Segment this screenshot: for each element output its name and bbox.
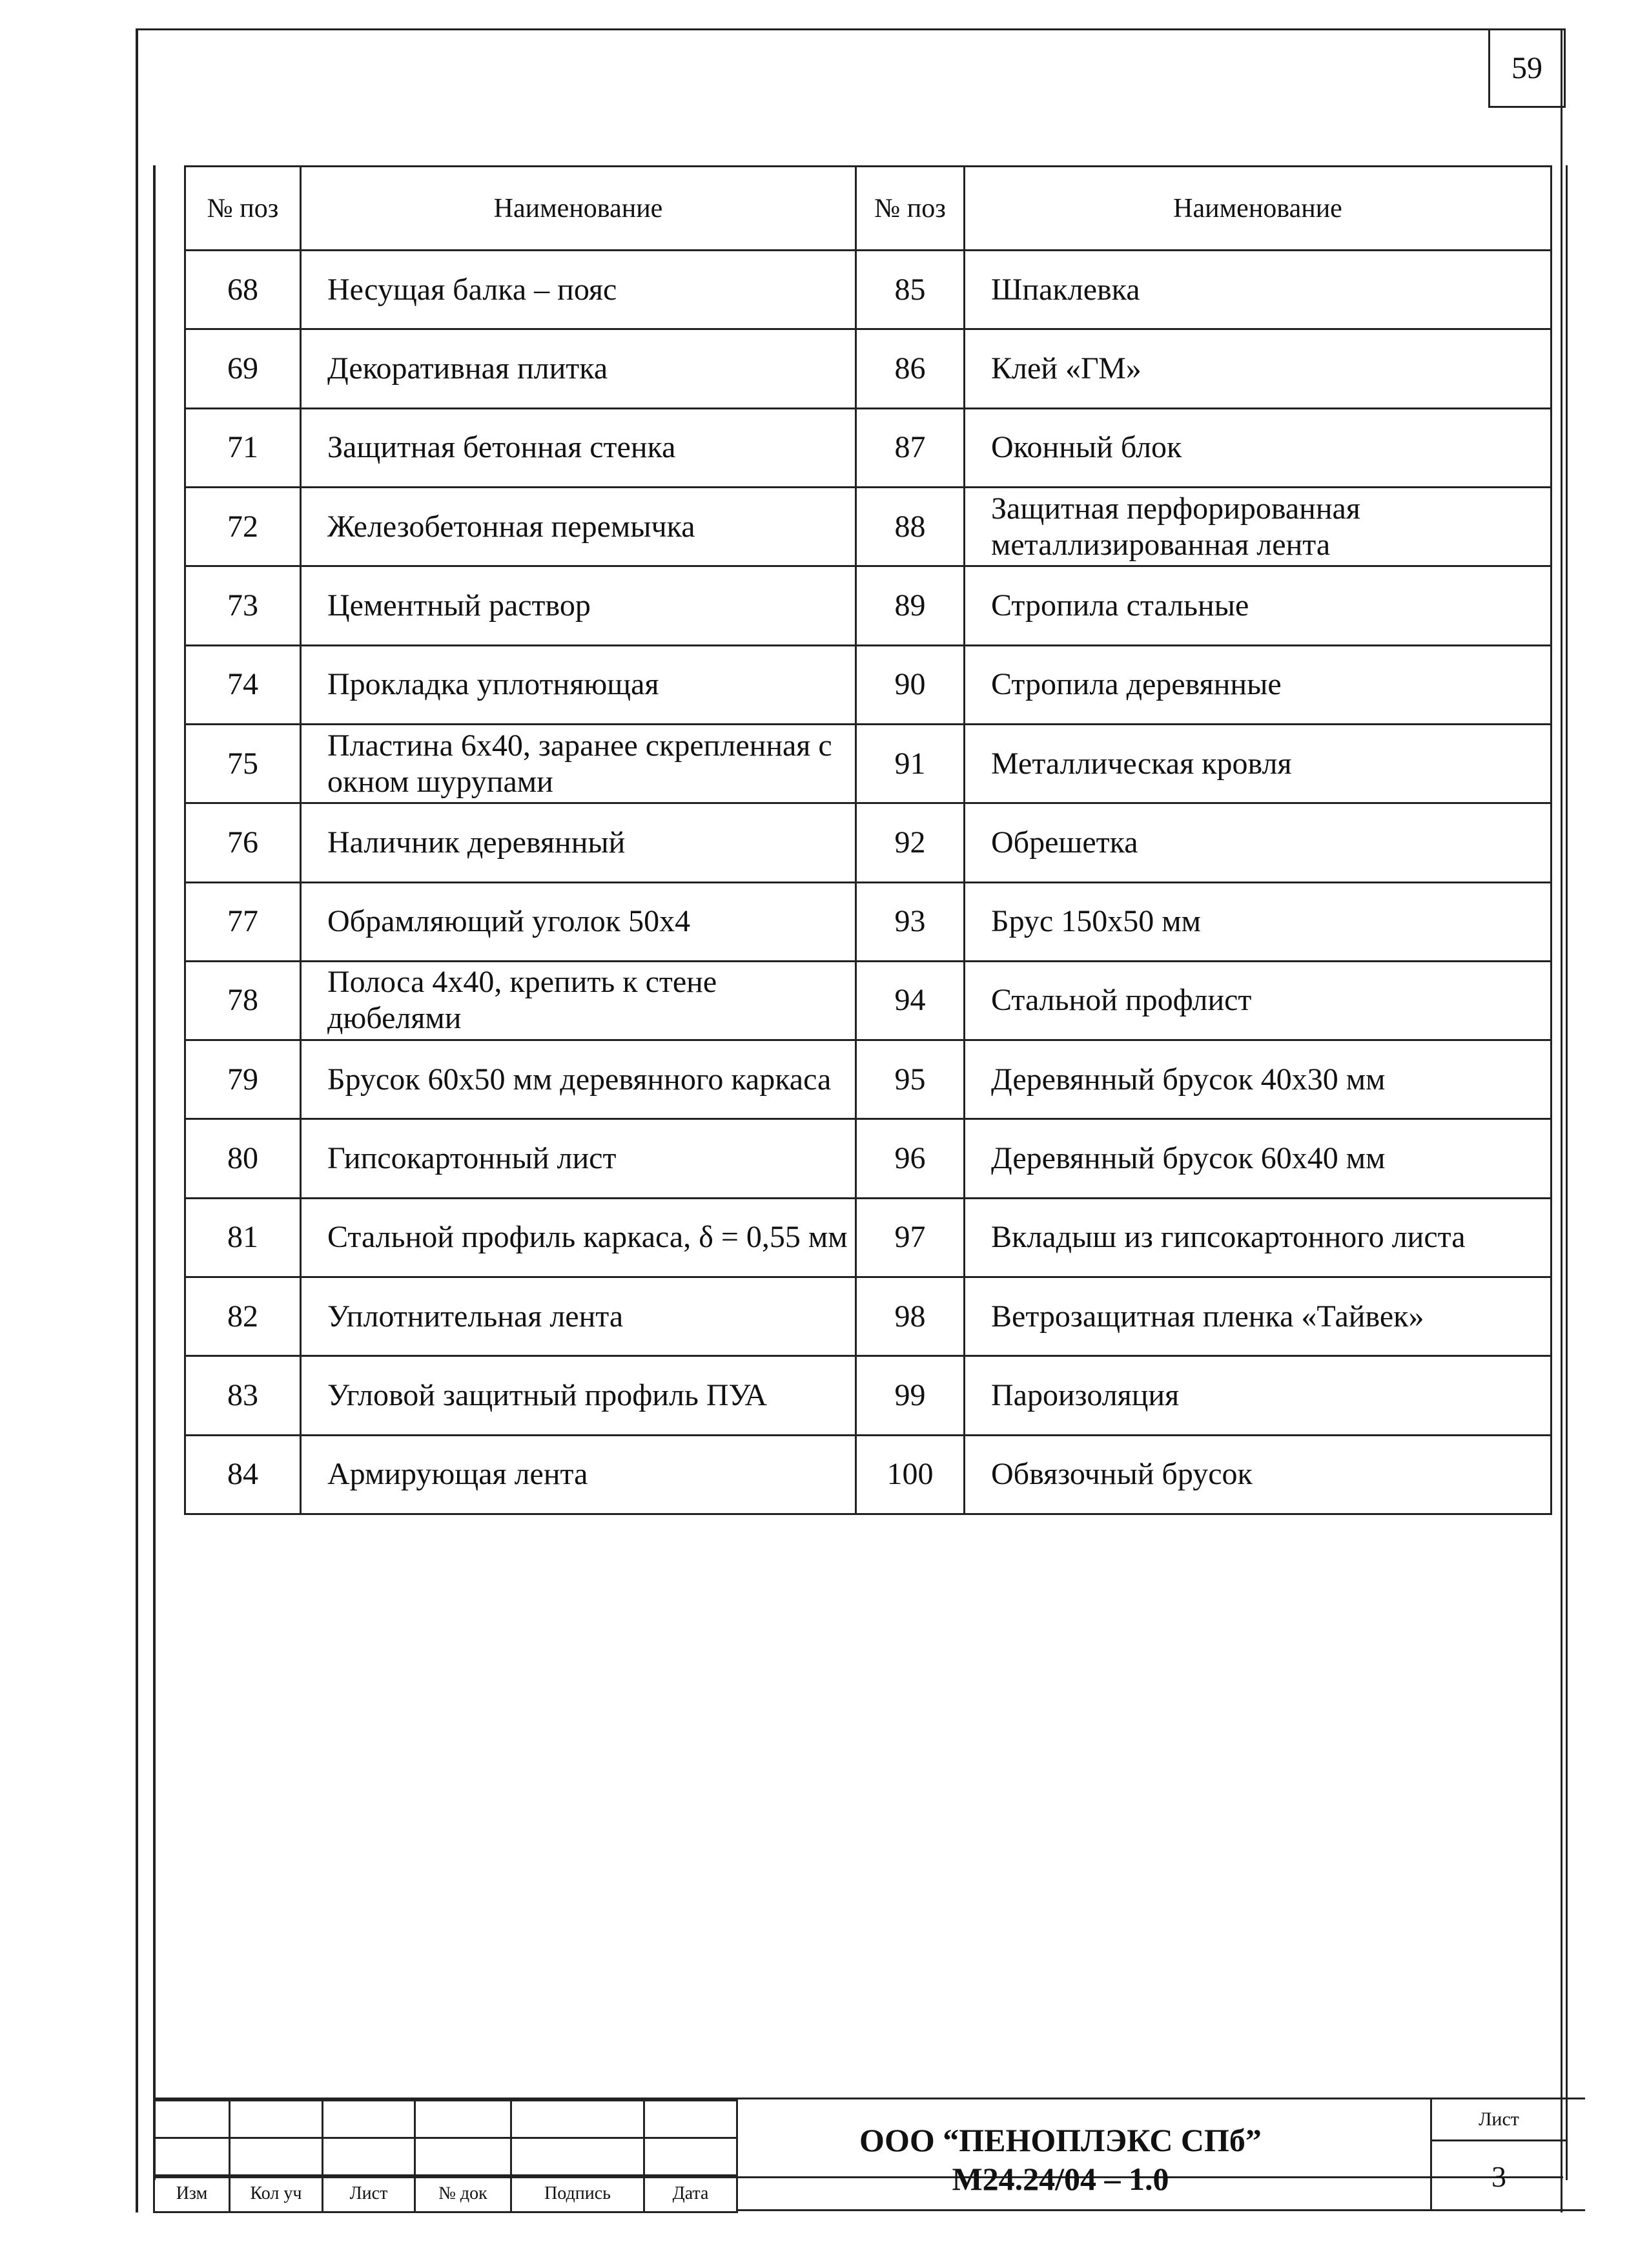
label-izm: Изм (154, 2176, 230, 2212)
name-left-cell: Несущая балка – пояс (301, 251, 856, 329)
name-right-cell: Ветрозащитная пленка «Тайвек» (965, 1277, 1552, 1356)
name-right-cell: Вкладыш из гипсокартонного листа (965, 1198, 1552, 1277)
name-right-cell: Обвязочный брусок (965, 1435, 1552, 1514)
table-row (185, 724, 1552, 803)
pos-left-cell: 71 (185, 408, 301, 487)
pos-left-cell: 73 (185, 566, 301, 645)
label-list: Лист (323, 2176, 415, 2212)
name-left-cell: Стальной профиль каркаса, δ = 0,55 мм (301, 1198, 856, 1277)
pos-left-cell: 72 (185, 487, 301, 566)
name-right-cell: Стропила деревянные (965, 645, 1552, 724)
sheet-label: Лист (1432, 2099, 1566, 2141)
pos-left-cell: 81 (185, 1198, 301, 1277)
header-pos-right: № поз (856, 167, 965, 251)
pos-right-cell: 93 (856, 882, 965, 961)
frame-inner-right-line (1566, 165, 1568, 2180)
name-left-cell: Угловой защитный профиль ПУА (301, 1356, 856, 1435)
label-kol-uch: Кол уч (230, 2176, 323, 2212)
pos-left-cell: 84 (185, 1435, 301, 1514)
table-row (185, 803, 1552, 882)
table-row (185, 251, 1552, 329)
pos-left-cell: 68 (185, 251, 301, 329)
pos-right-cell: 94 (856, 961, 965, 1040)
name-left-cell: Уплотнительная лента (301, 1277, 856, 1356)
pos-right-cell: 99 (856, 1356, 965, 1435)
page-number: 59 (1488, 28, 1566, 108)
name-left-cell: Декоративная плитка (301, 329, 856, 408)
table-row (185, 329, 1552, 408)
pos-left-cell: 79 (185, 1040, 301, 1119)
name-left-cell: Защитная бетонная стенка (301, 408, 856, 487)
revision-cell (154, 2138, 230, 2176)
table-header-row (185, 167, 1552, 251)
pos-left-cell: 77 (185, 882, 301, 961)
name-right-cell: Шпаклевка (965, 251, 1552, 329)
name-right-cell: Клей «ГМ» (965, 329, 1552, 408)
pos-right-cell: 97 (856, 1198, 965, 1277)
table-row (185, 1435, 1552, 1514)
name-left-cell: Прокладка уплотняющая (301, 645, 856, 724)
pos-right-cell: 89 (856, 566, 965, 645)
pos-right-cell: 95 (856, 1040, 965, 1119)
document-code: М24.24/04 – 1.0 (952, 2161, 1169, 2197)
name-right-cell: Обрешетка (965, 803, 1552, 882)
name-right-cell: Деревянный брусок 40х30 мм (965, 1040, 1552, 1119)
name-right-cell: Металлическая кровля (965, 724, 1552, 803)
table-row (185, 566, 1552, 645)
revision-grid (153, 2098, 736, 2211)
header-name-left: Наименование (301, 167, 856, 251)
sheet-number: 3 (1491, 2160, 1506, 2193)
pos-left-cell: 74 (185, 645, 301, 724)
name-left-cell: Брусок 60х50 мм деревянного каркаса (301, 1040, 856, 1119)
header-pos-left: № поз (185, 167, 301, 251)
pos-right-cell: 100 (856, 1435, 965, 1514)
name-left-cell: Армирующая лента (301, 1435, 856, 1514)
name-right-cell: Деревянный брусок 60х40 мм (965, 1119, 1552, 1198)
pos-left-cell: 75 (185, 724, 301, 803)
pos-right-cell: 85 (856, 251, 965, 329)
label-doc-no: № док (415, 2176, 511, 2212)
name-right-cell: Стальной профлист (965, 961, 1552, 1040)
name-right-cell: Защитная перфорированная металлизированная лента (965, 487, 1552, 566)
sheet-box (1430, 2098, 1566, 2211)
name-left-cell: Наличник деревянный (301, 803, 856, 882)
pos-left-cell: 69 (185, 329, 301, 408)
revision-cell (154, 2101, 230, 2138)
label-signature: Подпись (511, 2176, 644, 2212)
name-right-cell: Стропила стальные (965, 566, 1552, 645)
pos-right-cell: 90 (856, 645, 965, 724)
table-row (185, 1119, 1552, 1198)
frame-inner-left-line (153, 165, 156, 2180)
pos-left-cell: 78 (185, 961, 301, 1040)
table-row (185, 1277, 1552, 1356)
pos-right-cell: 96 (856, 1119, 965, 1198)
header-name-right: Наименование (965, 167, 1552, 251)
table-row (185, 1040, 1552, 1119)
table-row (185, 1356, 1552, 1435)
name-left-cell: Гипсокартонный лист (301, 1119, 856, 1198)
name-right-cell: Пароизоляция (965, 1356, 1552, 1435)
name-left-cell: Пластина 6х40, заранее скрепленная с окном шурупами (301, 724, 856, 803)
pos-right-cell: 98 (856, 1277, 965, 1356)
pos-left-cell: 83 (185, 1356, 301, 1435)
name-left-cell: Цементный раствор (301, 566, 856, 645)
pos-right-cell: 86 (856, 329, 965, 408)
specification-table (184, 165, 1552, 1515)
pos-right-cell: 91 (856, 724, 965, 803)
table-row (185, 961, 1552, 1040)
table-row (185, 645, 1552, 724)
table-row (185, 1198, 1552, 1277)
label-date: Дата (644, 2176, 737, 2212)
name-left-cell: Полоса 4х40, крепить к стене дюбелями (301, 961, 856, 1040)
pos-right-cell: 87 (856, 408, 965, 487)
organization-name: ООО “ПЕНОПЛЭКС СПб” (859, 2122, 1262, 2158)
pos-left-cell: 76 (185, 803, 301, 882)
pos-right-cell: 88 (856, 487, 965, 566)
name-right-cell: Брус 150х50 мм (965, 882, 1552, 961)
table-row (185, 408, 1552, 487)
pos-right-cell: 92 (856, 803, 965, 882)
name-left-cell: Железобетонная перемычка (301, 487, 856, 566)
name-left-cell: Обрамляющий уголок 50х4 (301, 882, 856, 961)
table-row (185, 882, 1552, 961)
pos-left-cell: 80 (185, 1119, 301, 1198)
pos-left-cell: 82 (185, 1277, 301, 1356)
title-block (153, 2098, 1566, 2211)
name-right-cell: Оконный блок (965, 408, 1552, 487)
table-row (185, 487, 1552, 566)
